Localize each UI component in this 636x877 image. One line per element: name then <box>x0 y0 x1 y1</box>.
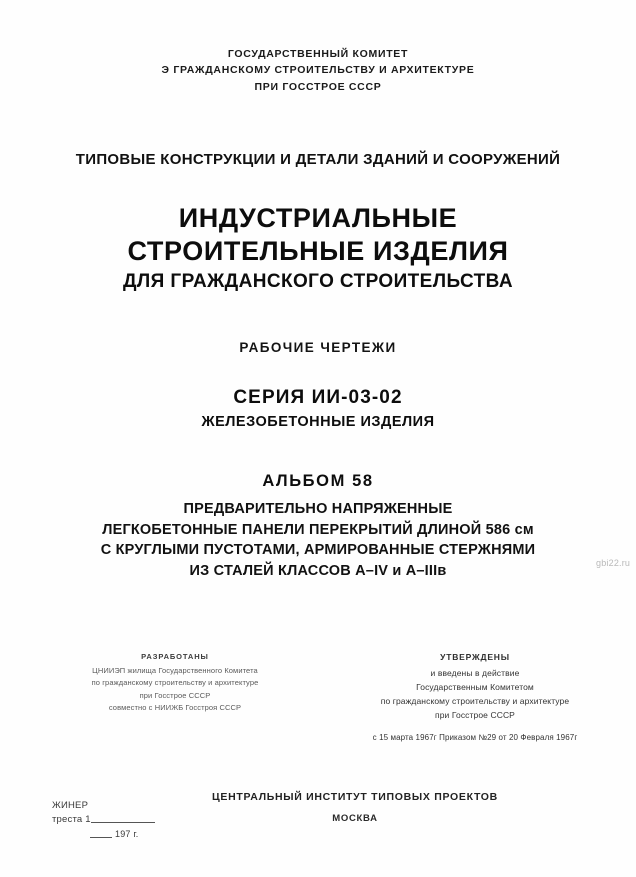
series-block <box>0 387 636 430</box>
approved-by-block <box>335 652 615 744</box>
city-name: МОСКВА <box>332 813 378 824</box>
document-title-line-2: СТРОИТЕЛЬНЫЕ ИЗДЕЛИЯ <box>127 235 509 266</box>
album-number: АЛЬБОМ 58 <box>262 472 374 490</box>
approved-by-line-3: по гражданскому строительству и архитектуре <box>380 696 570 707</box>
stamp-rule-1 <box>91 813 155 823</box>
document-title <box>0 202 636 296</box>
approved-by-line-1: и введены в действие <box>430 668 520 678</box>
album-description-line-1: ПРЕДВАРИТЕЛЬНО НАПРЯЖЕННЫЕ <box>183 501 453 517</box>
album-description <box>0 499 636 581</box>
organization-header-line-3: ПРИ ГОССТРОЕ СССР <box>254 80 382 93</box>
approved-by-title: УТВЕРЖДЕНЫ <box>440 652 510 662</box>
organization-header <box>0 46 636 95</box>
developed-by-line-4: совместно с НИИЖБ Госстроя СССР <box>108 703 242 713</box>
series-category-subtitle: ТИПОВЫЕ КОНСТРУКЦИИ И ДЕТАЛИ ЗДАНИЙ И СООРУЖЕНИЙ <box>75 151 561 168</box>
working-drawings-label: РАБОЧИЕ ЧЕРТЕЖИ <box>239 340 397 355</box>
developed-by-line-2: по гражданскому строительству и архитектуре <box>91 678 259 688</box>
developed-by-block <box>30 652 320 715</box>
stamp-line-2 <box>52 813 202 825</box>
stamp-year: 197 <box>115 829 131 839</box>
series-name: СЕРИЯ ИИ-03-02 <box>233 387 403 408</box>
handwritten-stamp <box>52 800 202 839</box>
stamp-line-2-text: треста 1 <box>52 814 91 825</box>
album-block <box>0 472 636 491</box>
organization-header-line-1: ГОСУДАРСТВЕННЫЙ КОМИТЕТ <box>227 48 409 60</box>
stamp-year-suffix: г. <box>133 829 139 839</box>
organization-header-line-2: Э ГРАЖДАНСКОМУ СТРОИТЕЛЬСТВУ И АРХИТЕКТУРЕ <box>161 64 475 77</box>
stamp-line-1: ЖИНЕР <box>52 800 89 811</box>
album-description-line-3: С КРУГЛЫМИ ПУСТОТАМИ, АРМИРОВАННЫЕ СТЕРЖНЯМИ <box>100 542 536 559</box>
album-description-line-4: ИЗ СТАЛЕЙ КЛАССОВ А–IV и А–IIIв <box>189 562 447 579</box>
developed-by-title: РАЗРАБОТАНЫ <box>141 652 209 661</box>
series-subtitle: ЖЕЛЕЗОБЕТОННЫЕ ИЗДЕЛИЯ <box>201 414 435 430</box>
developed-by-line-1: ЦНИИЭП жилища Государственного Комитета <box>92 666 258 675</box>
approved-by-line-4: при Госстрое СССР <box>435 710 515 721</box>
document-title-line-1: ИНДУСТРИАЛЬНЫЕ <box>178 203 458 233</box>
developed-by-line-3: при Госстрое СССР <box>139 690 211 700</box>
watermark-text: gbi22.ru <box>596 558 631 568</box>
stamp-rule-2 <box>90 828 112 838</box>
institute-name: ЦЕНТРАЛЬНЫЙ ИНСТИТУТ ТИПОВЫХ ПРОЕКТОВ <box>212 791 498 803</box>
stamp-line-3 <box>90 828 202 839</box>
approved-by-date: с 15 марта 1967г Приказом №29 от 20 Февраля 1967г <box>372 733 578 743</box>
album-description-line-2: ЛЕГКОБЕТОННЫЕ ПАНЕЛИ ПЕРЕКРЫТИЙ ДЛИНОЙ 586 см <box>102 521 534 538</box>
document-title-line-3: ДЛЯ ГРАЖДАНСКОГО СТРОИТЕЛЬСТВА <box>123 270 513 292</box>
approved-by-line-2: Государственным Комитетом <box>416 682 534 693</box>
